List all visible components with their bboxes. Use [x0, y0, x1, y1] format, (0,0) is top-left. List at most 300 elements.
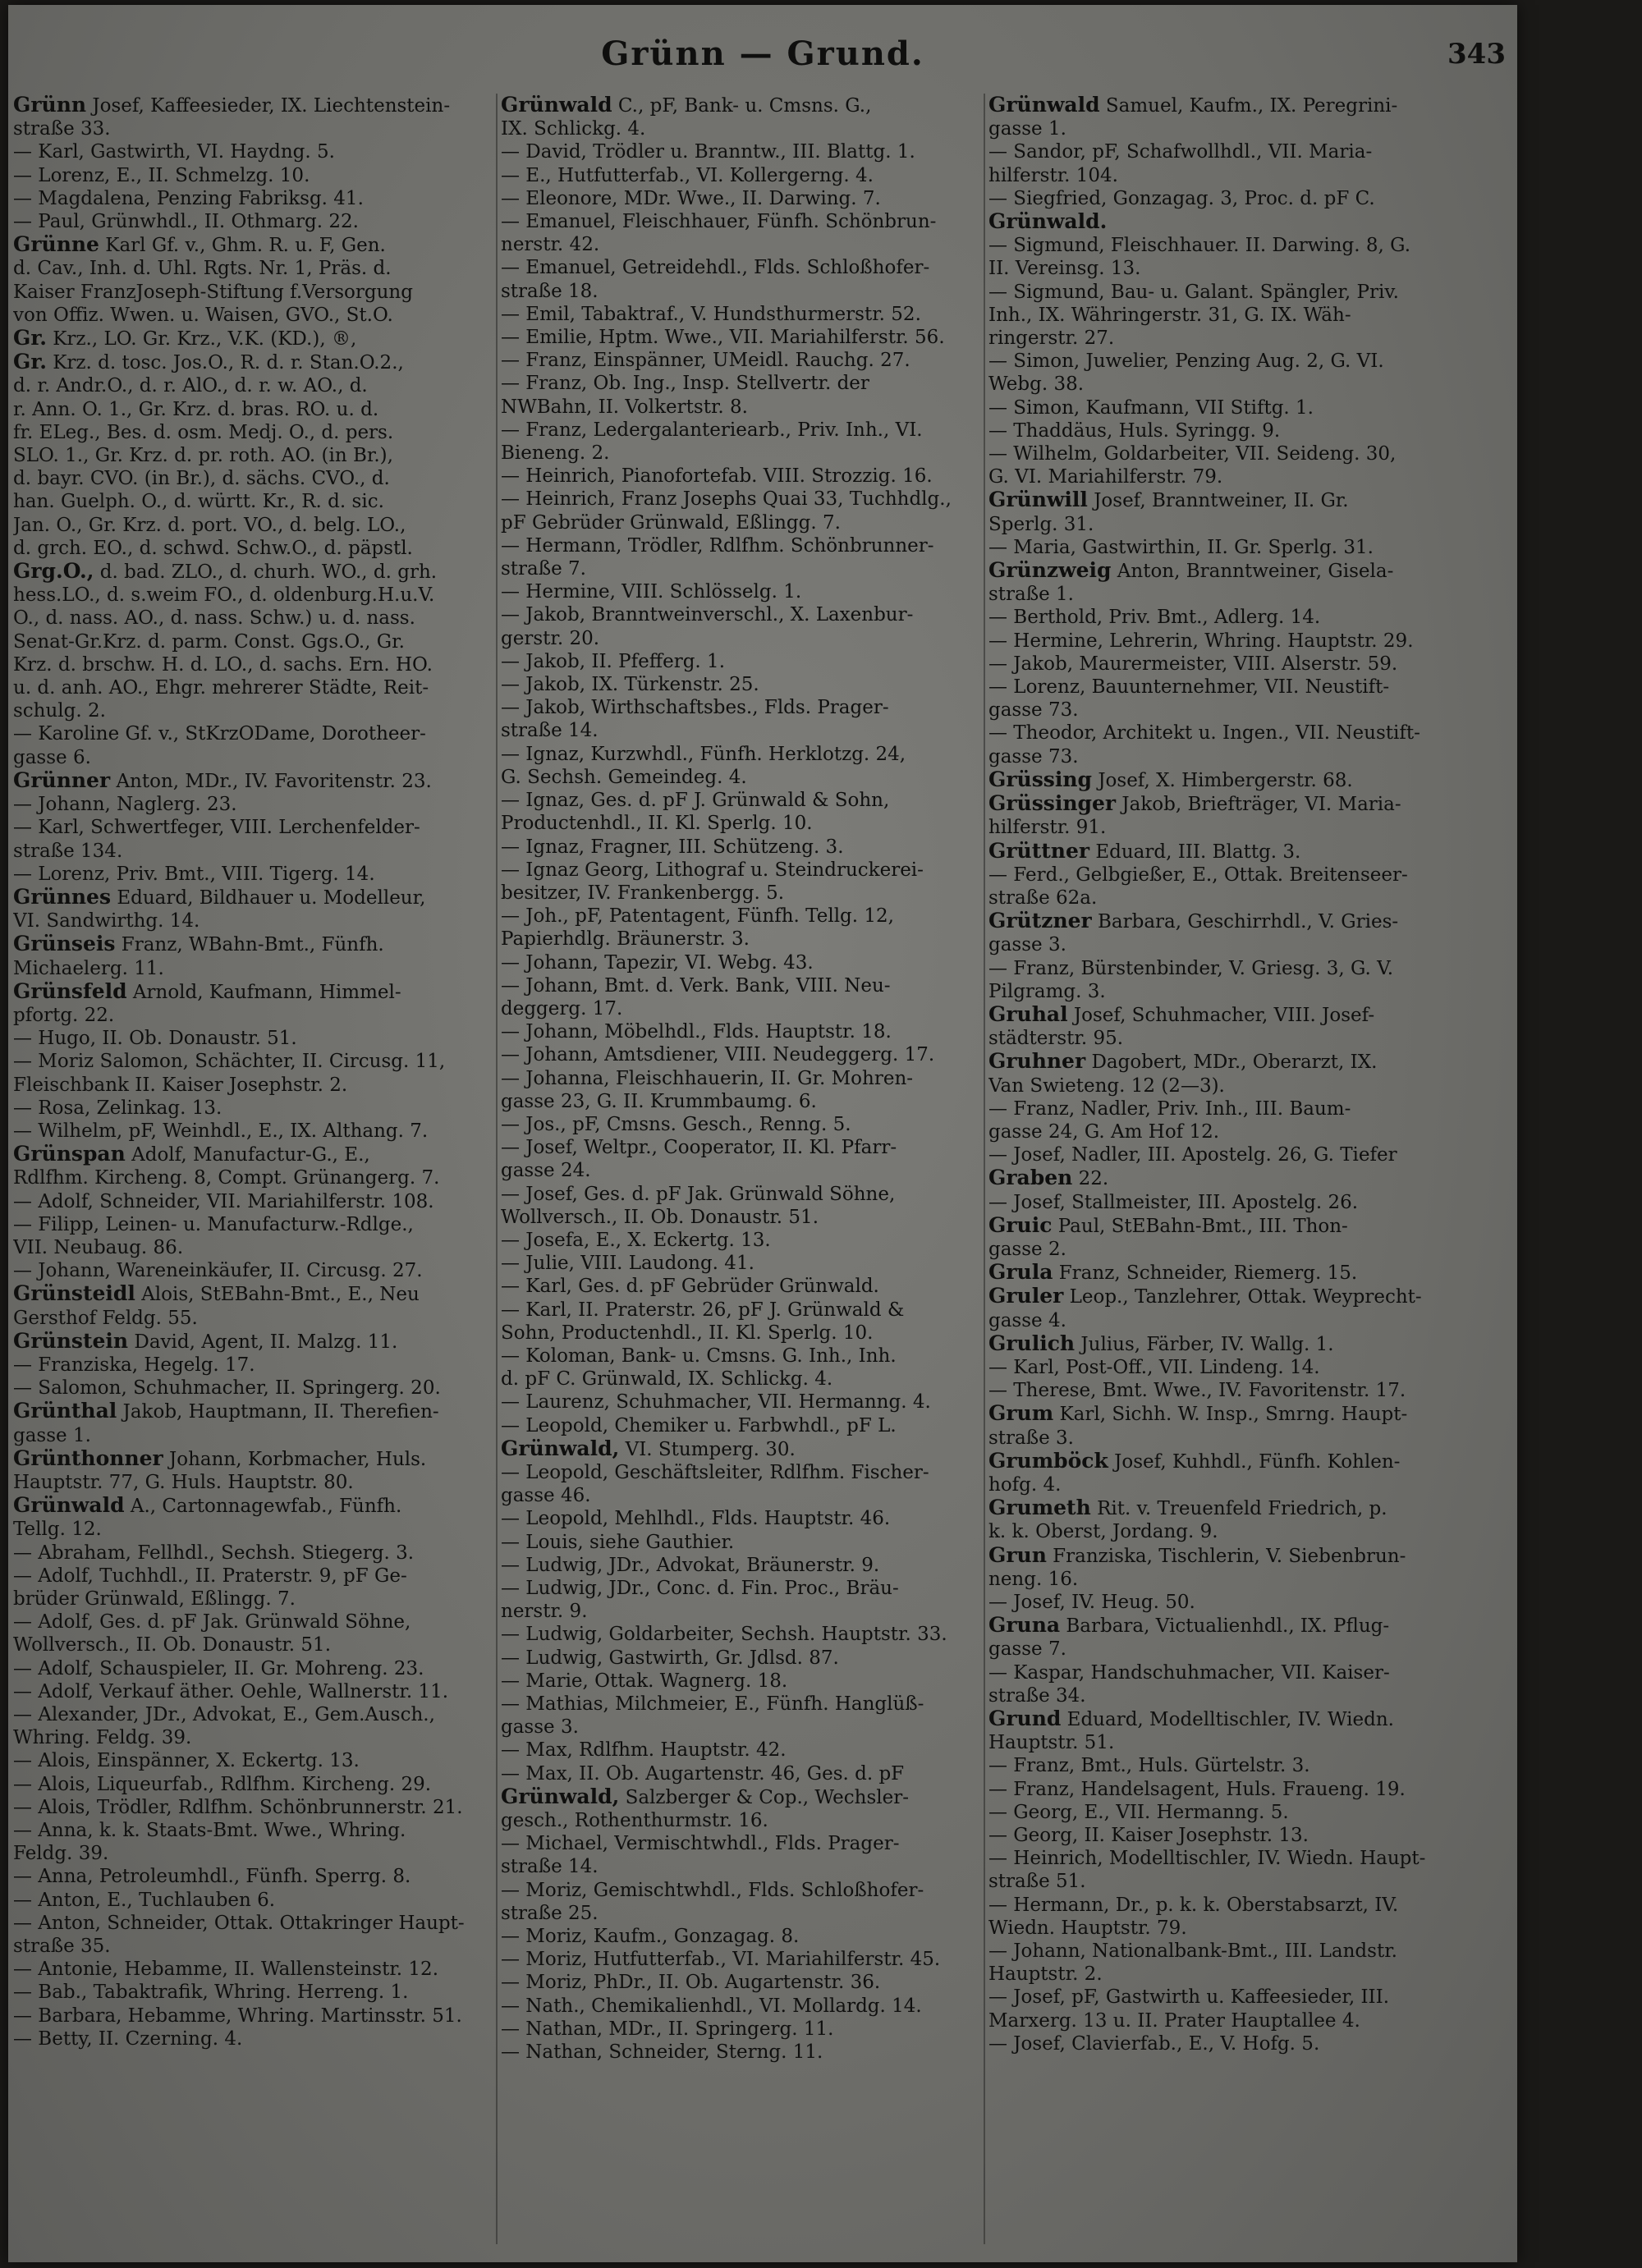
directory-entry-line: — Karoline Gf. v., StKrzODame, Dorotheer-: [13, 723, 426, 745]
directory-entry-line: Grulich Julius, Färber, IV. Wallg. 1.: [988, 1331, 1334, 1355]
directory-entry-line: straße 14.: [501, 1856, 599, 1878]
directory-entry-line: r. Ann. O. 1., Gr. Krz. d. bras. RO. u. d.: [13, 398, 379, 420]
directory-entry-line: — Johann, Nationalbank-Bmt., III. Landstr.: [988, 1940, 1397, 1963]
directory-entry-line: — Emilie, Hptm. Wwe., VII. Mariahilferstr. 56.: [501, 327, 945, 349]
surname: Grumböck: [988, 1449, 1108, 1473]
surname: Grüssinger: [988, 792, 1117, 816]
directory-entry-line: Grumböck Josef, Kuhhdl., Fünfh. Kohlen-: [988, 1449, 1401, 1473]
directory-entry-line: gasse 1.: [988, 118, 1066, 140]
surname: Gr.: [13, 351, 47, 374]
directory-entry-line: Grun Franziska, Tischlerin, V. Siebenbrun-: [988, 1543, 1406, 1567]
directory-entry-line: Grünseis Franz, WBahn-Bmt., Fünfh.: [13, 932, 384, 956]
directory-entry-line: Rdlfhm. Kircheng. 8, Compt. Grünangerg. 7.: [13, 1167, 440, 1189]
page-header: [8, 30, 1517, 87]
directory-entry-line: Kaiser FranzJoseph-Stiftung f.Versorgung: [13, 281, 413, 303]
directory-entry-line: — Ignaz, Fragner, III. Schützeng. 3.: [501, 836, 844, 858]
surname: Grünwald: [13, 1494, 125, 1518]
surname: Gruhal: [988, 1002, 1068, 1026]
directory-entry-line: Gruic Paul, StEBahn-Bmt., III. Thon-: [988, 1213, 1348, 1237]
directory-entry-line: — Moriz, PhDr., II. Ob. Augartenstr. 36.: [501, 1972, 881, 1994]
directory-entry-line: — Therese, Bmt. Wwe., IV. Favoritenstr. 17.: [988, 1380, 1406, 1402]
directory-entry-line: — Antonie, Hebamme, II. Wallensteinstr. 12.: [13, 1959, 439, 1981]
directory-entry-line: — Josef, Stallmeister, III. Apostelg. 26.: [988, 1191, 1359, 1213]
directory-entry-line: d. r. Andr.O., d. r. AlO., d. r. w. AO., d.: [13, 375, 368, 397]
directory-entry-line: gasse 3.: [988, 934, 1066, 956]
directory-entry-line: — Bab., Tabaktrafik, Whring. Herreng. 1.: [13, 1982, 409, 2004]
directory-entry-line: — Ignaz, Kurzwhdl., Fünfh. Herklotzg. 24,: [501, 743, 906, 765]
directory-entry-line: — Lorenz, E., II. Schmelzg. 10.: [13, 164, 310, 186]
directory-entry-line: Gr. Krz., LO. Gr. Krz., V.K. (KD.), ®,: [13, 327, 357, 351]
directory-entry-line: städterstr. 95.: [988, 1028, 1124, 1050]
directory-entry-line: Krz. d. brschw. H. d. LO., d. sachs. Ern. HO.: [13, 653, 433, 676]
directory-entry-line: d. bayr. CVO. (in Br.), d. sächs. CVO., d.: [13, 468, 390, 490]
directory-entry-line: — Koloman, Bank- u. Cmsns. G. Inh., Inh.: [501, 1345, 897, 1367]
directory-entry-line: — Hermann, Trödler, Rdlfhm. Schönbrunner-: [501, 534, 934, 557]
directory-entry-line: — Max, Rdlfhm. Hauptstr. 42.: [501, 1739, 787, 1762]
directory-entry-line: Productenhdl., II. Kl. Sperlg. 10.: [501, 813, 813, 835]
surname: Grünzweig: [988, 559, 1112, 583]
directory-entry-line: — Josef, IV. Heug. 50.: [988, 1592, 1195, 1613]
directory-entry-line: Jan. O., Gr. Krz. d. port. VO., d. belg. LO.,: [13, 514, 406, 536]
directory-entry-line: Bieneng. 2.: [501, 442, 610, 465]
directory-entry-line: — Jakob, Branntweinverschl., X. Laxenbur-: [501, 604, 914, 626]
directory-entry-line: — Anton, Schneider, Ottak. Ottakringer Haupt-: [13, 1912, 465, 1934]
surname: Grüttner: [988, 839, 1090, 863]
directory-entry-line: — Adolf, Verkauf äther. Oehle, Wallnerstr. 11.: [13, 1680, 449, 1702]
directory-entry-line: gasse 7.: [988, 1638, 1066, 1661]
directory-entry-line: Gruhner Dagobert, MDr., Oberarzt, IX.: [988, 1050, 1378, 1074]
directory-entry-line: — Franz, Handelsagent, Huls. Fraueng. 19.: [988, 1778, 1406, 1800]
directory-entry-line: — Karl, Schwertfeger, VIII. Lerchenfelder-: [13, 817, 420, 839]
directory-entry-line: Graben 22.: [988, 1166, 1109, 1190]
directory-entry-line: Grünzweig Anton, Branntweiner, Gisela-: [988, 559, 1394, 583]
directory-entry-line: VII. Neubaug. 86.: [13, 1236, 184, 1258]
surname: Grulich: [988, 1331, 1076, 1355]
directory-entry-line: — Louis, siehe Gauthier.: [501, 1531, 735, 1553]
surname: Grg.O.,: [13, 560, 94, 584]
directory-entry-line: — Johann, Tapezir, VI. Webg. 43.: [501, 951, 814, 974]
directory-entry-line: Grüssing Josef, X. Himbergerstr. 68.: [988, 767, 1353, 791]
directory-entry-line: nerstr. 9.: [501, 1601, 588, 1623]
directory-entry-line: k. k. Oberst, Jordang. 9.: [988, 1521, 1218, 1543]
directory-entry-line: Grünspan Adolf, Manufactur-G., E.,: [13, 1143, 370, 1166]
directory-entry-line: straße 7.: [501, 558, 586, 580]
surname: Grünn: [13, 94, 87, 117]
directory-entry-line: Wollversch., II. Ob. Donaustr. 51.: [13, 1634, 332, 1656]
directory-entry-line: Grünsfeld Arnold, Kaufmann, Himmel-: [13, 979, 401, 1003]
directory-entry-line: — Nath., Chemikalienhdl., VI. Mollardg. 14.: [501, 1995, 922, 2017]
directory-entry-line: SLO. 1., Gr. Krz. d. pr. roth. AO. (in Br.),: [13, 445, 393, 467]
directory-entry-line: gasse 6.: [13, 746, 91, 768]
surname: Graben: [988, 1166, 1073, 1190]
directory-entry-line: gasse 4.: [988, 1309, 1066, 1331]
directory-entry-line: Pilgramg. 3.: [988, 980, 1106, 1002]
directory-entry-line: straße 35.: [13, 1936, 111, 1958]
directory-entry-line: Wollversch., II. Ob. Donaustr. 51.: [501, 1206, 819, 1228]
directory-entry-line: — Emil, Tabaktraf., V. Hundsthurmerstr. 52.: [501, 303, 921, 325]
directory-entry-line: schulg. 2.: [13, 700, 106, 722]
directory-entry-line: — Leopold, Geschäftsleiter, Rdlfhm. Fischer-: [501, 1461, 929, 1483]
directory-entry-line: gasse 24.: [501, 1160, 591, 1182]
directory-entry-line: Grüssinger Jakob, Briefträger, VI. Maria-: [988, 792, 1401, 816]
directory-entry-line: hofg. 4.: [988, 1473, 1062, 1496]
directory-entry-line: d. Cav., Inh. d. Uhl. Rgts. Nr. 1, Präs. d.: [13, 258, 392, 280]
surname: Grun: [988, 1543, 1047, 1567]
directory-entry-line: — Wilhelm, pF, Weinhdl., E., IX. Althang. 7.: [13, 1120, 429, 1142]
surname: Gruhner: [988, 1050, 1086, 1074]
directory-entry-line: han. Guelph. O., d. württ. Kr., R. d. sic.: [13, 491, 384, 513]
directory-entry-line: — Alois, Einspänner, X. Eckertg. 13.: [13, 1750, 360, 1772]
directory-entry-line: — Abraham, Fellhdl., Sechsh. Stiegerg. 3.: [13, 1542, 415, 1564]
directory-entry-line: — Karl, Gastwirth, VI. Haydng. 5.: [13, 141, 335, 163]
directory-entry-line: Senat-Gr.Krz. d. parm. Const. Ggs.O., Gr.: [13, 630, 405, 653]
directory-entry-line: — Simon, Kaufmann, VII Stiftg. 1.: [988, 396, 1314, 419]
directory-entry-line: — Josef, Weltpr., Cooperator, II. Kl. Pfarr-: [501, 1137, 897, 1159]
surname: Grützner: [988, 909, 1092, 933]
directory-entry-line: gerstr. 20.: [501, 627, 600, 649]
directory-entry-line: — Franz, Bmt., Huls. Gürtelstr. 3.: [988, 1755, 1310, 1777]
directory-entry-line: — Alexander, JDr., Advokat, E., Gem.Ausch.,: [13, 1704, 435, 1726]
directory-entry-line: — Jakob, Wirthschaftsbes., Flds. Prager-: [501, 697, 889, 719]
surname: Grünseis: [13, 932, 116, 956]
directory-entry-line: — Hugo, II. Ob. Donaustr. 51.: [13, 1028, 297, 1050]
directory-entry-line: — Moriz, Kaufm., Gonzagag. 8.: [501, 1926, 800, 1948]
surname: Grünwald: [988, 94, 1100, 117]
directory-entry-line: — Johann, Möbelhdl., Flds. Hauptstr. 18.: [501, 1021, 892, 1043]
directory-entry-line: gasse 73.: [988, 699, 1079, 722]
directory-entry-line: Grünne Karl Gf. v., Ghm. R. u. F, Gen.: [13, 233, 386, 257]
directory-entry-line: — Thaddäus, Huls. Syringg. 9.: [988, 419, 1281, 442]
directory-entry-line: — Moriz Salomon, Schächter, II. Circusg. 11,: [13, 1051, 446, 1073]
directory-entry-line: — Georg, E., VII. Hermanng. 5.: [988, 1801, 1289, 1823]
directory-entry-line: Hauptstr. 77, G. Huls. Hauptstr. 80.: [13, 1471, 354, 1493]
directory-entry-line: — Moriz, Hutfutterfab., VI. Mariahilferstr. 45.: [501, 1949, 941, 1971]
directory-entry-line: — Julie, VIII. Laudong. 41.: [501, 1253, 754, 1275]
directory-entry-line: Grünwald C., pF, Bank- u. Cmsns. G.,: [501, 94, 872, 117]
directory-entry-line: straße 34.: [988, 1684, 1086, 1707]
directory-entry-line: IX. Schlickg. 4.: [501, 118, 646, 140]
directory-entry-line: fr. ELeg., Bes. d. osm. Medj. O., d. pers.: [13, 421, 394, 443]
directory-entry-line: — Theodor, Architekt u. Ingen., VII. Neustift-: [988, 722, 1420, 745]
directory-entry-line: — Laurenz, Schuhmacher, VII. Hermanng. 4.: [501, 1391, 931, 1413]
directory-entry-line: Grünstein David, Agent, II. Malzg. 11.: [13, 1329, 398, 1353]
directory-entry-line: straße 3.: [988, 1427, 1074, 1449]
directory-entry-line: Gr. Krz. d. tosc. Jos.O., R. d. r. Stan.O.2.,: [13, 351, 404, 374]
directory-entry-line: straße 51.: [988, 1871, 1086, 1893]
directory-entry-line: — Ferd., Gelbgießer, E., Ottak. Breitenseer-: [988, 864, 1408, 886]
surname: Grumeth: [988, 1496, 1091, 1520]
directory-entry-line: Grünthal Jakob, Hauptmann, II. Therefien-: [13, 1400, 439, 1423]
directory-entry-line: straße 14.: [501, 720, 599, 742]
directory-entry-line: — Ludwig, Gastwirth, Gr. Jdlsd. 87.: [501, 1647, 839, 1669]
directory-entry-line: Grünner Anton, MDr., IV. Favoritenstr. 23.: [13, 768, 432, 792]
directory-entry-line: — Josef, Ges. d. pF Jak. Grünwald Söhne,: [501, 1183, 896, 1205]
directory-entry-line: Papierhdlg. Bräunerstr. 3.: [501, 928, 750, 951]
directory-entry-line: Grünn Josef, Kaffeesieder, IX. Liechtenstein-: [13, 94, 451, 117]
directory-entry-line: — Ludwig, JDr., Advokat, Bräunerstr. 9.: [501, 1554, 880, 1576]
directory-entry-line: — David, Trödler u. Branntw., III. Blattg. 1.: [501, 141, 915, 163]
surname: Grünsteidl: [13, 1282, 135, 1306]
directory-entry-line: Grünwill Josef, Branntweiner, II. Gr.: [988, 488, 1349, 512]
directory-entry-line: Grünwald A., Cartonnagewfab., Fünfh.: [13, 1494, 402, 1518]
directory-entry-line: Grünnes Eduard, Bildhauer u. Modelleur,: [13, 885, 426, 909]
directory-entry-line: Hauptstr. 2.: [988, 1963, 1103, 1986]
directory-entry-line: Grünwald, Salzberger & Cop., Wechsler-: [501, 1785, 909, 1808]
directory-entry-line: — Filipp, Leinen- u. Manufacturw.-Rdlge.,: [13, 1213, 414, 1235]
directory-entry-line: Wiedn. Hauptstr. 79.: [988, 1917, 1187, 1939]
directory-entry-line: — Lorenz, Bauunternehmer, VII. Neustift-: [988, 676, 1390, 699]
directory-entry-line: Van Swieteng. 12 (2—3).: [988, 1074, 1225, 1097]
directory-entry-line: — E., Hutfutterfab., VI. Kollergerng. 4.: [501, 164, 874, 186]
directory-entry-line: — Franz, Nadler, Priv. Inh., III. Baum-: [988, 1097, 1351, 1120]
directory-entry-line: straße 134.: [13, 840, 123, 862]
directory-entry-line: — Siegfried, Gonzagag. 3, Proc. d. pF C.: [988, 187, 1375, 209]
directory-entry-line: Grünwald Samuel, Kaufm., IX. Peregrini-: [988, 94, 1398, 117]
directory-entry-line: — Ludwig, Goldarbeiter, Sechsh. Hauptstr. 33.: [501, 1624, 947, 1646]
directory-entry-line: — Nathan, MDr., II. Springerg. 11.: [501, 2018, 834, 2040]
directory-entry-line: Gruler Leop., Tanzlehrer, Ottak. Weyprecht-: [988, 1285, 1422, 1308]
directory-entry-line: gasse 24, G. Am Hof 12.: [988, 1120, 1220, 1143]
directory-entry-line: — Ignaz, Ges. d. pF J. Grünwald & Sohn,: [501, 790, 890, 812]
directory-entry-line: — Hermine, VIII. Schlösselg. 1.: [501, 581, 802, 603]
directory-entry-line: d. grch. EO., d. schwd. Schw.O., d. päpstl.: [13, 537, 413, 559]
directory-entry-line: — Jakob, IX. Türkenstr. 25.: [501, 674, 759, 696]
directory-entry-line: — Franz, Bürstenbinder, V. Griesg. 3, G. V.: [988, 957, 1394, 979]
directory-entry-line: gasse 46.: [501, 1485, 591, 1507]
directory-entry-line: — Paul, Grünwhdl., II. Othmarg. 22.: [13, 211, 359, 233]
directory-entry-line: hilferstr. 104.: [988, 164, 1118, 186]
directory-entry-line: — Salomon, Schuhmacher, II. Springerg. 20.: [13, 1377, 441, 1400]
surname: Grünner: [13, 768, 111, 792]
directory-entry-line: Gersthof Feldg. 55.: [13, 1307, 198, 1329]
directory-entry-line: — Berthold, Priv. Bmt., Adlerg. 14.: [988, 607, 1321, 629]
directory-entry-line: — Rosa, Zelinkag. 13.: [13, 1097, 222, 1119]
directory-entry-line: gesch., Rothenthurmstr. 16.: [501, 1810, 768, 1832]
directory-entry-line: — Nathan, Schneider, Sterng. 11.: [501, 2041, 823, 2064]
directory-entry-line: — Franz, Ledergalanteriearb., Priv. Inh., VI.: [501, 419, 923, 441]
directory-entry-line: — Lorenz, Priv. Bmt., VIII. Tigerg. 14.: [13, 863, 375, 885]
directory-entry-line: — Johann, Naglerg. 23.: [13, 794, 237, 816]
page-number: 343: [1447, 38, 1506, 71]
directory-entry-line: — Heinrich, Pianofortefab. VIII. Strozzig. 16.: [501, 465, 933, 488]
directory-entry-line: — Ludwig, JDr., Conc. d. Fin. Proc., Bräu-: [501, 1578, 899, 1599]
directory-entry-line: — Georg, II. Kaiser Josephstr. 13.: [988, 1825, 1309, 1847]
directory-entry-line: — Mathias, Milchmeier, E., Fünfh. Hanglüß-: [501, 1693, 924, 1716]
directory-entry-line: gasse 73.: [988, 745, 1079, 767]
directory-entry-line: — Josef, pF, Gastwirth u. Kaffeesieder, III.: [988, 1986, 1390, 2009]
directory-entry-line: Grützner Barbara, Geschirrhdl., V. Gries-: [988, 909, 1399, 933]
directory-entry-line: — Anna, Petroleumhdl., Fünfh. Sperrg. 8.: [13, 1866, 411, 1888]
directory-entry-line: Michaelerg. 11.: [13, 957, 164, 979]
directory-entry-line: Feldg. 39.: [13, 1843, 109, 1865]
directory-entry-line: — Alois, Liqueurfab., Rdlfhm. Kircheng. 29.: [13, 1773, 432, 1795]
surname: Grünwald: [501, 94, 612, 117]
surname: Grünthal: [13, 1400, 117, 1423]
directory-entry-line: deggerg. 17.: [501, 997, 623, 1019]
directory-entry-line: Hauptstr. 51.: [988, 1732, 1115, 1754]
directory-entry-line: — Jakob, II. Pfefferg. 1.: [501, 650, 726, 672]
directory-column-2: [501, 94, 979, 2064]
directory-entry-line: — Max, II. Ob. Augartenstr. 46, Ges. d. pF: [501, 1762, 905, 1785]
surname: Gruna: [988, 1614, 1061, 1638]
directory-entry-line: — Karl, Post-Off., VII. Lindeng. 14.: [988, 1356, 1320, 1378]
directory-entry-line: von Offiz. Wwen. u. Waisen, GVO., St.O.: [13, 304, 393, 326]
directory-entry-line: nerstr. 42.: [501, 234, 600, 256]
directory-entry-line: Gruna Barbara, Victualienhdl., IX. Pflug-: [988, 1614, 1390, 1638]
directory-entry-line: Grünwald, VI. Stumperg. 30.: [501, 1436, 796, 1460]
directory-entry-line: — Heinrich, Franz Josephs Quai 33, Tuchhdlg.,: [501, 488, 952, 511]
directory-entry-line: — Johann, Wareneinkäufer, II. Circusg. 27.: [13, 1260, 423, 1282]
directory-entry-line: Grula Franz, Schneider, Riemerg. 15.: [988, 1261, 1358, 1285]
surname: Grüssing: [988, 767, 1093, 791]
directory-entry-line: Marxerg. 13 u. II. Prater Hauptallee 4.: [988, 2009, 1360, 2032]
directory-entry-line: — Kaspar, Handschuhmacher, VII. Kaiser-: [988, 1661, 1390, 1684]
directory-entry-line: — Magdalena, Penzing Fabriksg. 41.: [13, 187, 364, 209]
directory-entry-line: — Leopold, Mehlhdl., Flds. Hauptstr. 46.: [501, 1508, 891, 1530]
directory-entry-line: — Betty, II. Czerning. 4.: [13, 2027, 243, 2050]
directory-entry-line: — Johann, Bmt. d. Verk. Bank, VIII. Neu-: [501, 974, 891, 997]
surname: Gr.: [13, 327, 47, 351]
directory-entry-line: — Alois, Trödler, Rdlfhm. Schönbrunnerstr. 21.: [13, 1796, 463, 1818]
directory-entry-line: — Hermann, Dr., p. k. k. Oberstabsarzt, IV.: [988, 1894, 1399, 1916]
surname: Grünstein: [13, 1329, 129, 1353]
surname: Grünwill: [988, 488, 1088, 512]
directory-entry-line: pF Gebrüder Grünwald, Eßlingg. 7.: [501, 511, 841, 534]
directory-entry-line: — Josefa, E., X. Eckertg. 13.: [501, 1229, 771, 1251]
surname: Grum: [988, 1402, 1054, 1426]
directory-entry-line: — Barbara, Hebamme, Whring. Martinsstr. 51.: [13, 2005, 462, 2027]
column-divider: [984, 94, 985, 2244]
directory-column-3: [988, 94, 1506, 2055]
directory-entry-line: G. VI. Mariahilferstr. 79.: [988, 466, 1223, 488]
directory-entry-line: u. d. anh. AO., Ehgr. mehrerer Städte, Reit-: [13, 677, 429, 699]
directory-entry-line: Sperlg. 31.: [988, 513, 1094, 535]
page-title: Grünn — Grund.: [601, 34, 924, 73]
directory-entry-line: G. Sechsh. Gemeindeg. 4.: [501, 766, 747, 788]
directory-entry-line: Whring. Feldg. 39.: [13, 1727, 192, 1749]
directory-entry-line: brüder Grünwald, Eßlingg. 7.: [13, 1588, 296, 1610]
directory-entry-line: — Anna, k. k. Staats-Bmt. Wwe., Whring.: [13, 1820, 406, 1842]
directory-entry-line: gasse 1.: [13, 1424, 91, 1446]
directory-entry-line: — Johann, Amtsdiener, VIII. Neudeggerg. 17.: [501, 1044, 935, 1066]
surname: Grünnes: [13, 885, 112, 909]
directory-entry-line: — Johanna, Fleischhauerin, II. Gr. Mohren-: [501, 1067, 914, 1089]
directory-entry-line: — Wilhelm, Goldarbeiter, VII. Seideng. 30,: [988, 443, 1397, 465]
directory-page: [8, 5, 1517, 2262]
directory-entry-line: — Eleonore, MDr. Wwe., II. Darwing. 7.: [501, 187, 881, 209]
directory-entry-line: Fleischbank II. Kaiser Josephstr. 2.: [13, 1074, 348, 1096]
directory-entry-line: hilferstr. 91.: [988, 817, 1107, 839]
directory-entry-line: ringerstr. 27.: [988, 328, 1115, 350]
directory-entry-line: — Adolf, Schneider, VII. Mariahilferstr. 108.: [13, 1190, 434, 1212]
directory-entry-line: VI. Sandwirthg. 14.: [13, 910, 200, 932]
directory-entry-line: — Sandor, pF, Schafwollhdl., VII. Maria-: [988, 141, 1373, 163]
directory-entry-line: Grünthonner Johann, Korbmacher, Huls.: [13, 1446, 427, 1470]
directory-entry-line: — Adolf, Tuchhdl., II. Praterstr. 9, pF Ge-: [13, 1565, 407, 1587]
directory-entry-line: II. Vereinsg. 13.: [988, 258, 1141, 280]
directory-entry-line: — Franz, Einspänner, UMeidl. Rauchg. 27.: [501, 350, 910, 372]
directory-entry-line: Grüttner Eduard, III. Blattg. 3.: [988, 839, 1301, 863]
surname: Gruler: [988, 1285, 1064, 1308]
directory-entry-line: straße 18.: [501, 280, 599, 302]
directory-entry-line: — Hermine, Lehrerin, Whring. Hauptstr. 29.: [988, 630, 1414, 652]
directory-entry-line: — Simon, Juwelier, Penzing Aug. 2, G. VI.: [988, 351, 1384, 373]
surname: Grünwald.: [988, 210, 1108, 234]
surname: Grünsfeld: [13, 979, 127, 1003]
directory-entry-line: — Maria, Gastwirthin, II. Gr. Sperlg. 31.: [988, 536, 1374, 558]
directory-entry-line: Sohn, Productenhdl., II. Kl. Sperlg. 10.: [501, 1322, 874, 1344]
directory-entry-line: gasse 23, G. II. Krummbaumg. 6.: [501, 1090, 817, 1112]
directory-entry-line: straße 1.: [988, 584, 1074, 606]
surname: Grünthonner: [13, 1446, 163, 1470]
directory-entry-line: — Sigmund, Fleischhauer. II. Darwing. 8, G.: [988, 235, 1411, 257]
directory-entry-line: hess.LO., d. s.weim FO., d. oldenburg.H.u.V.: [13, 584, 435, 607]
directory-entry-line: — Sigmund, Bau- u. Galant. Spängler, Priv.: [988, 281, 1399, 303]
directory-entry-line: Grg.O., d. bad. ZLO., d. churh. WO., d. grh.: [13, 560, 438, 584]
column-divider: [496, 94, 498, 2244]
directory-entry-line: O., d. nass. AO., d. nass. Schw.) u. d. nass.: [13, 607, 415, 630]
directory-entry-line: — Karl, II. Praterstr. 26, pF J. Grünwald &: [501, 1299, 905, 1321]
directory-entry-line: straße 33.: [13, 118, 111, 140]
directory-entry-line: — Moriz, Gemischtwhdl., Flds. Schloßhofer-: [501, 1879, 924, 1901]
directory-entry-line: [988, 210, 1506, 234]
directory-entry-line: Gruhal Josef, Schuhmacher, VIII. Josef-: [988, 1002, 1375, 1026]
directory-entry-line: — Anton, E., Tuchlauben 6.: [13, 1889, 276, 1911]
directory-entry-line: gasse 3.: [501, 1716, 579, 1739]
directory-entry-line: besitzer, IV. Frankenbergg. 5.: [501, 882, 785, 904]
directory-entry-line: Inh., IX. Währingerstr. 31, G. IX. Wäh-: [988, 304, 1351, 326]
directory-entry-line: neng. 16.: [988, 1568, 1079, 1590]
directory-entry-line: — Adolf, Ges. d. pF Jak. Grünwald Söhne,: [13, 1611, 411, 1633]
directory-entry-line: Grum Karl, Sichh. W. Insp., Smrng. Haupt-: [988, 1402, 1408, 1426]
directory-entry-line: straße 62a.: [988, 887, 1098, 909]
surname: Grula: [988, 1261, 1053, 1285]
directory-entry-line: — Karl, Ges. d. pF Gebrüder Grünwald.: [501, 1276, 879, 1298]
surname: Grund: [988, 1707, 1062, 1731]
directory-entry-line: — Ignaz Georg, Lithograf u. Steindruckerei-: [501, 859, 924, 881]
directory-entry-line: d. pF C. Grünwald, IX. Schlickg. 4.: [501, 1368, 833, 1391]
directory-entry-line: pfortg. 22.: [13, 1004, 115, 1026]
surname: Grünwald,: [501, 1785, 620, 1808]
directory-entry-line: — Josef, Nadler, III. Apostelg. 26, G. Tiefer: [988, 1144, 1397, 1166]
directory-entry-line: — Jos., pF, Cmsns. Gesch., Renng. 5.: [501, 1113, 851, 1135]
directory-entry-line: Grumeth Rit. v. Treuenfeld Friedrich, p.: [988, 1496, 1387, 1520]
surname: Grünne: [13, 233, 99, 257]
directory-entry-line: Grünsteidl Alois, StEBahn-Bmt., E., Neu: [13, 1282, 420, 1306]
directory-entry-line: NWBahn, II. Volkertstr. 8.: [501, 396, 748, 418]
directory-entry-line: — Leopold, Chemiker u. Farbwhdl., pF L.: [501, 1414, 897, 1436]
directory-entry-line: — Adolf, Schauspieler, II. Gr. Mohreng. 23.: [13, 1657, 424, 1679]
surname: Grünspan: [13, 1143, 126, 1166]
surname: Gruic: [988, 1213, 1053, 1237]
directory-entry-line: — Franz, Ob. Ing., Insp. Stellvertr. der: [501, 373, 869, 395]
directory-entry-line: — Franziska, Hegelg. 17.: [13, 1354, 255, 1376]
directory-entry-line: straße 25.: [501, 1902, 599, 1924]
directory-column-1: [13, 94, 492, 2050]
directory-entry-line: — Emanuel, Fleischhauer, Fünfh. Schönbrun-: [501, 211, 937, 233]
surname: Grünwald,: [501, 1436, 620, 1460]
directory-entry-line: — Marie, Ottak. Wagnerg. 18.: [501, 1670, 788, 1692]
directory-entry-line: — Josef, Clavierfab., E., V. Hofg. 5.: [988, 2032, 1320, 2055]
directory-entry-line: — Heinrich, Modelltischler, IV. Wiedn. Haupt-: [988, 1848, 1426, 1870]
directory-entry-line: — Emanuel, Getreidehdl., Flds. Schloßhofer-: [501, 257, 930, 279]
directory-entry-line: Tellg. 12.: [13, 1519, 102, 1541]
directory-entry-line: — Joh., pF, Patentagent, Fünfh. Tellg. 12,: [501, 905, 894, 928]
directory-entry-line: Grund Eduard, Modelltischler, IV. Wiedn.: [988, 1707, 1394, 1731]
directory-entry-line: gasse 2.: [988, 1238, 1066, 1260]
directory-entry-line: Webg. 38.: [988, 373, 1085, 396]
directory-entry-line: — Michael, Vermischtwhdl., Flds. Prager-: [501, 1833, 900, 1855]
